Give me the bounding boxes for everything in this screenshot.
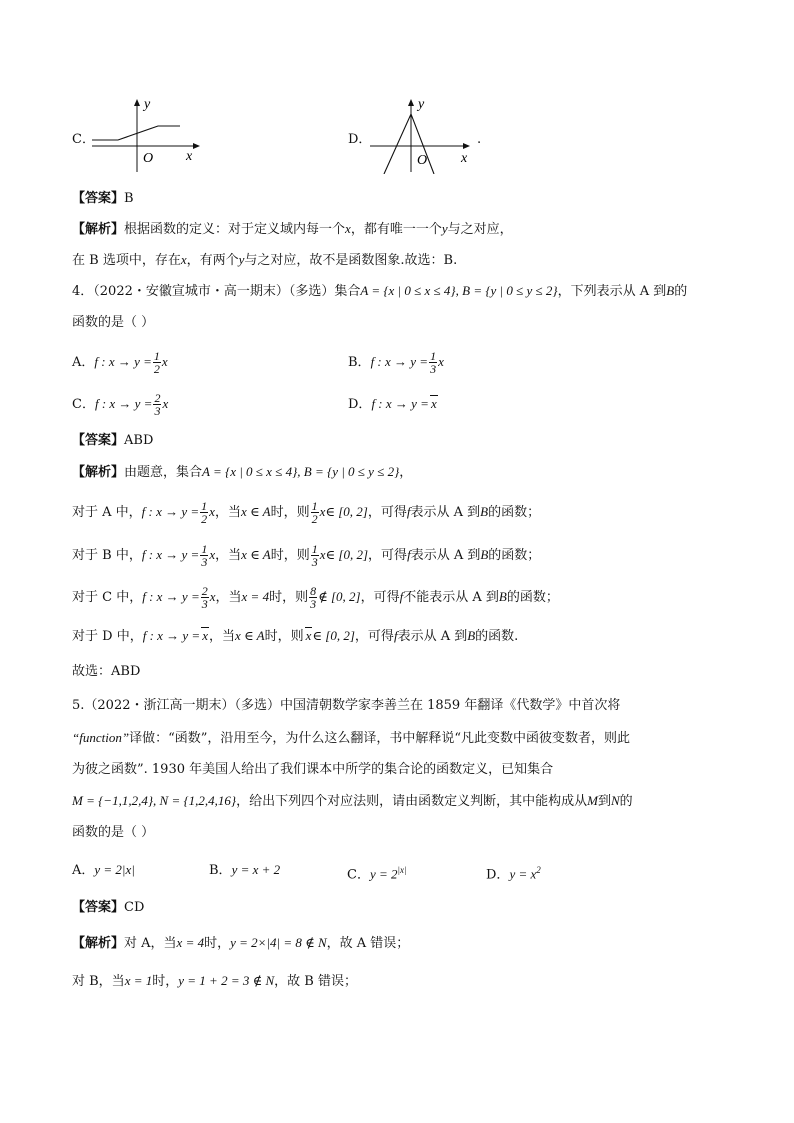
graph-d-trail: . [477,132,482,147]
q4-explain-row-d: 对于 D 中，f : x → y = x，当x ∈ A时，则 x∈ [0, 2]，可得f表示从 A 到B的函数. [72,628,519,644]
q4-explain-row-c: 对于 C 中，f : x → y = $\frac{2}{3}$ x，当x = 4时，则 $\frac{8}{3}$ ∉ [0, 2]，可得f不能表示从 A 到B的函数； [72,584,559,611]
q4-option-b: B．f : x → y = $\frac{1}{3}$ x [348,349,444,376]
q5-stem-line4: M = {−1,1,2,4}, N = {1,2,4,16}，给出下列四个对应法则，请由函数定义判断，其中能构成从M到N的 [72,793,633,809]
graph-c-curve [92,126,180,140]
explain-heading: 【解析】 [72,222,125,237]
q5-option-d: D．$y = x^2$ [486,865,541,883]
q5-stem-line2: “function”译做：“函数”，沿用至今，为什么这么翻译，书中解释说“凡此变数中函彼变数者，则此 [72,730,631,746]
q4-option-c: C．f : x → y = $\frac{2}{3}$ x [72,391,169,418]
q4-explain-row-a: 对于 A 中，f : x → y = $\frac{1}{2}$ x，当x ∈ A时，则 $\frac{1}{2}$ x∈ [0, 2]，可得f表示从 A 到B的函数； [72,499,541,526]
answer-value: ABD [124,433,154,448]
x-axis-label: x [461,151,468,166]
y-axis-arrow [134,99,140,106]
origin-label: O [417,153,428,168]
q4-option-d: D．f : x → y = x [348,396,437,412]
q4-final-answer: 故选：ABD [72,664,141,679]
origin-label: O [143,151,154,166]
question-number: 5. [72,698,85,713]
q5-answer-line [72,899,144,917]
q3-explain-line1: 【解析】根据函数的定义：对于定义域内每一个x，都有唯一一个y与之对应， [72,221,513,237]
q4-stem-line1: 4．（2022・安徽宣城市・高一期末）（多选）集合A = {x | 0 ≤ x ≤ 4}, B = {y | 0 ≤ y ≤ 2}，下列表示从 A 到B的 [72,283,688,299]
answer-heading: 【答案】 [72,433,125,448]
y-axis-arrow [408,99,414,106]
q4-option-a: A．f : x → y = $\frac{1}{2}$ x [72,349,168,376]
q5-stem-line3: 为彼之函数”. 1930 年美国人给出了我们课本中所学的集合论的函数定义，已知集合 [72,762,554,777]
q3-explain-line2: 在 B 选项中，存在x，有两个y与之对应，故不是函数图象.故选：B. [72,252,458,268]
q5-stem-line1: 5.（2022・浙江高一期末）（多选）中国清朝数学家李善兰在 1859 年翻译《代数学》中首次将 [72,698,621,713]
answer-value: CD [124,900,145,915]
explain-heading: 【解析】 [72,936,125,951]
q4-explain-row-b: 对于 B 中，f : x → y = $\frac{1}{3}$ x，当x ∈ A时，则 $\frac{1}{3}$ x∈ [0, 2]，可得f表示从 A 到B的函数； [72,542,541,569]
q4-explain-intro: 【解析】由题意，集合A = {x | 0 ≤ x ≤ 4}, B = {y | 0 ≤ y ≤ 2}， [72,464,413,480]
x-axis-arrow [463,143,470,149]
q5-stem-line5: 函数的是（ ） [72,825,155,840]
explain-heading: 【解析】 [72,465,125,480]
answer-value: B [124,191,134,206]
q3-answer-line [72,190,134,208]
q5-option-a: A．y = 2|x| [72,862,135,878]
q4-stem-line2: 函数的是（ ） [72,315,155,330]
x-axis-label: x [186,149,193,164]
question-number: 4． [72,284,94,299]
answer-heading: 【答案】 [72,900,125,915]
option-c-label: C． [72,132,95,147]
graph-c-figure [88,94,208,174]
y-axis-label: y [418,97,425,112]
option-d-label: D． [348,132,372,147]
graph-d-figure [366,94,486,174]
set-expression: A = {x | 0 ≤ x ≤ 4}, B = {y | 0 ≤ y ≤ 2} [360,283,558,298]
y-axis-label: y [144,97,151,112]
q5-option-c: C．$y = 2^{|x|}$ [347,865,407,883]
x-axis-arrow [193,143,200,149]
answer-heading: 【答案】 [72,191,125,206]
q5-option-b: B．y = x + 2 [209,862,281,878]
q5-explain-line2: 对 B，当x = 1时，y = 1 + 2 = 3 ∉ N，故 B 错误； [72,973,357,989]
q5-explain-line1: 【解析】对 A，当x = 4时，y = 2×|4| = 8 ∉ N，故 A 错误； [72,935,410,951]
q4-answer-line [72,432,153,450]
set-expression: M = {−1,1,2,4}, N = {1,2,4,16} [72,793,237,808]
